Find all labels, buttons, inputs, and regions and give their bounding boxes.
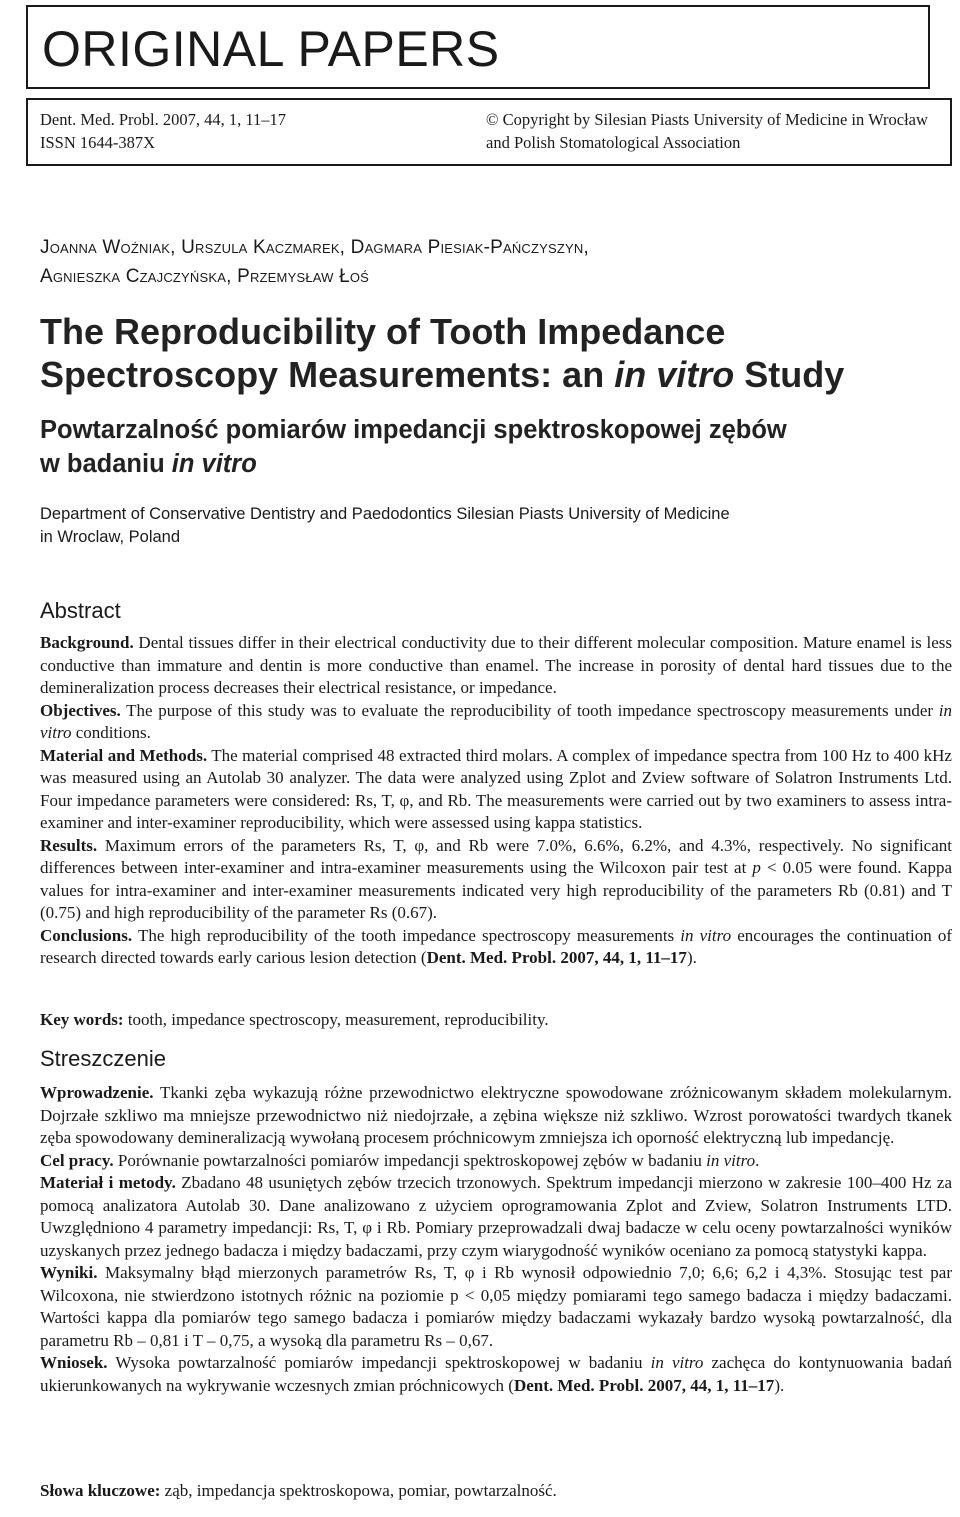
copyright-notice xyxy=(486,108,928,154)
keywords-text: tooth, impedance spectroscopy, measurement, reproducibility. xyxy=(123,1010,549,1029)
keywords-line xyxy=(40,1009,952,1032)
title-pl-text: w badaniu xyxy=(40,450,172,478)
metody-label: Materiał i metody. xyxy=(40,1173,176,1192)
article-title-polish xyxy=(40,413,930,481)
journal-meta-box xyxy=(26,98,952,166)
str-wprowadzenie xyxy=(40,1082,952,1150)
methods-text: The material comprised 48 extracted third molars. A complex of impedance spectra from 100 Hz to 400 kHz was measured using an Autolab 30 analyzer. The data were analyzed using Zplot and Zview software of Solatron Instruments Ltd. Four impedance parameters were considered: Rs, T, φ, and Rb. The measurements were carried out by two examiners to assess intra-examiner and inter-examiner reproducibility, which were assessed using kappa statistics. xyxy=(40,745,952,832)
journal-citation xyxy=(40,108,286,154)
str-cel xyxy=(40,1150,952,1173)
title-pl-italic: in vitro xyxy=(171,450,257,478)
wyniki-label: Wyniki. xyxy=(40,1263,98,1282)
title-pl-line-2 xyxy=(40,447,930,481)
str-wniosek xyxy=(40,1352,952,1397)
conclusions-citation: Dent. Med. Probl. 2007, 44, 1, 11–17 xyxy=(426,948,687,967)
str-metody xyxy=(40,1172,952,1262)
streszczenie-body xyxy=(40,1082,952,1397)
cel-end: . xyxy=(755,1150,760,1170)
abstract-background xyxy=(40,632,952,700)
slowa-kluczowe-label: Słowa kluczowe: xyxy=(40,1481,161,1500)
objectives-text-end: conditions. xyxy=(71,723,151,742)
slowa-kluczowe-line xyxy=(40,1480,952,1503)
copyright-line-1: © Copyright by Silesian Piasts University of Medicine in Wrocław xyxy=(486,110,928,129)
wyniki-text: Maksymalny błąd mierzonych parametrów Rs, T, φ i Rb wynosił odpowiednio 7,0; 6,6; 6,2 i 4,3%. Stosując test par Wilcoxona, nie stwierdzono istotnych różnic na poziomie p < 0,05 między pomiarami tego samego badacza i między badaczami. Wartości kappa dla pomiarów tego samego badacza i pomiarów między badaczami wykazały bardzo wysoką powtarzalność, dla parametru Rb – 0,81 i T – 0,75, a wysoką dla parametru Rs – 0,67. xyxy=(40,1263,952,1350)
authors-line-2: Agnieszka Czajczyńska, Przemysław Łoś xyxy=(40,266,370,287)
title-pl-line-1: Powtarzalność pomiarów impedancji spektroskopowej zębów xyxy=(40,416,787,444)
conclusions-italic: in vitro xyxy=(680,925,732,945)
keywords xyxy=(40,1009,952,1032)
slowa-kluczowe-text: ząb, impedancja spektroskopowa, pomiar, powtarzalność. xyxy=(160,1481,557,1500)
objectives-italic: in vitro xyxy=(40,700,952,742)
cel-text: Porównanie powtarzalności pomiarów impedancji spektroskopowej zębów w badaniu xyxy=(113,1150,707,1170)
wniosek-end: ). xyxy=(774,1375,785,1395)
results-text: Maximum errors of the parameters Rs, T, φ, and Rb were 7.0%, 6.6%, 6.2%, and 4.3%, respectively. No significant differences between inter-examiner and intra-examiner measurements using the Wilcoxon pair test at xyxy=(40,835,952,877)
title-en-text: Spectroscopy Measurements: an xyxy=(40,354,615,395)
wniosek-text-mid: zachęca do kontynuowania badań ukierunkowanych na wykrywanie wczesnych zmian próchnicowych ( xyxy=(40,1353,952,1395)
department-line-1: Department of Conservative Dentistry and Paedodontics Silesian Piasts University of Medicine xyxy=(40,505,730,523)
issn: ISSN 1644-387X xyxy=(40,133,156,152)
conclusions-label: Conclusions. xyxy=(40,925,133,945)
journal-line: Dent. Med. Probl. 2007, 44, 1, 11–17 xyxy=(40,110,286,129)
conclusions-text-mid: encourages the continuation of research directed towards early carious lesion detection ( xyxy=(40,925,952,967)
section-banner xyxy=(26,5,930,89)
wniosek-citation: Dent. Med. Probl. 2007, 44, 1, 11–17 xyxy=(513,1375,775,1395)
title-en-line-1: The Reproducibility of Tooth Impedance xyxy=(40,311,726,352)
abstract-conclusions xyxy=(40,925,952,970)
background-label: Background. xyxy=(40,633,134,652)
department-line-2: in Wroclaw, Poland xyxy=(40,528,181,546)
abstract-objectives xyxy=(40,700,952,745)
abstract-body xyxy=(40,632,952,970)
abstract-results xyxy=(40,835,952,925)
banner-title: ORIGINAL PAPERS xyxy=(42,21,500,77)
author-list xyxy=(40,233,920,291)
conclusions-text: The high reproducibility of the tooth impedance spectroscopy measurements xyxy=(132,925,681,945)
wniosek-italic: in vitro xyxy=(650,1353,704,1372)
conclusions-end: ). xyxy=(686,948,697,967)
abstract-methods xyxy=(40,745,952,835)
streszczenie-heading: Streszczenie xyxy=(40,1046,166,1071)
title-en-italic: in vitro xyxy=(614,354,735,395)
wprowadzenie-label: Wprowadzenie. xyxy=(40,1083,154,1102)
slowa-kluczowe xyxy=(40,1480,952,1503)
keywords-label: Key words: xyxy=(40,1010,124,1029)
methods-label: Material and Methods. xyxy=(40,745,208,765)
background-text: Dental tissues differ in their electrical conductivity due to their different molecular composition. Mature enamel is less conductive than immature and dentin is more conductive than enamel. The increase in porosity of dental hard tissues due to the demineralization process decreases their electrical resistance, or impedance. xyxy=(40,633,952,697)
wniosek-label: Wniosek. xyxy=(40,1353,108,1372)
cel-label: Cel pracy. xyxy=(40,1150,114,1170)
wprowadzenie-text: Tkanki zęba wykazują różne przewodnictwo elektryczne spowodowane zróżnicowanym składem molekularnym. Dojrzałe szkliwo ma mniejsze przewodnictwo niż niedojrzałe, a zębina większe niż szkliwo. Wzrost porowatości twardych tkanek zęba spowodowany demineralizacją wywołaną procesem próchnicowym zmniejsza ich oporność elektryczną lub impedancję. xyxy=(40,1083,952,1147)
copyright-line-2: and Polish Stomatological Association xyxy=(486,133,741,152)
cel-italic: in vitro xyxy=(706,1150,756,1170)
title-en-text-end: Study xyxy=(734,354,845,395)
article-title-english xyxy=(40,310,930,396)
affiliation xyxy=(40,503,920,549)
wniosek-text: Wysoka powtarzalność pomiarów impedancji spektroskopowej w badaniu xyxy=(107,1353,651,1372)
results-p: p xyxy=(752,858,761,877)
title-en-line-2 xyxy=(40,353,930,396)
objectives-text: The purpose of this study was to evaluate the reproducibility of tooth impedance spectroscopy measurements under xyxy=(120,700,939,720)
results-label: Results. xyxy=(40,835,98,855)
objectives-label: Objectives. xyxy=(40,700,121,720)
metody-text: Zbadano 48 usuniętych zębów trzecich trzonowych. Spektrum impedancji mierzono w zakresie 100–400 Hz za pomocą analizatora Autolab 30. Dane analizowano z użyciem oprogramowania Zplot and Zview, Solatron Instruments LTD. Uwzględniono 4 parametry impedancji: Rs, T, φ i Rb. Pomiary przeprowadzali dwaj badacze w celu oceny powtarzalności wyników uzyskanych przez jednego badacza i między badaczami, przy czym wiarygodność wyników oceniano za pomocą statystyki kappa. xyxy=(40,1173,952,1260)
str-wyniki xyxy=(40,1262,952,1352)
results-text-end: < 0.05 were found. Kappa values for intra-examiner and inter-examiner measurements indicated very high reproducibility of the parameters Rb (0.81) and T (0.75) and high reproducibility of the parameter Rs (0.67). xyxy=(40,858,953,922)
abstract-heading: Abstract xyxy=(40,598,121,623)
authors-line-1: Joanna Woźniak, Urszula Kaczmarek, Dagmara Piesiak-Pańczyszyn, xyxy=(40,237,589,258)
